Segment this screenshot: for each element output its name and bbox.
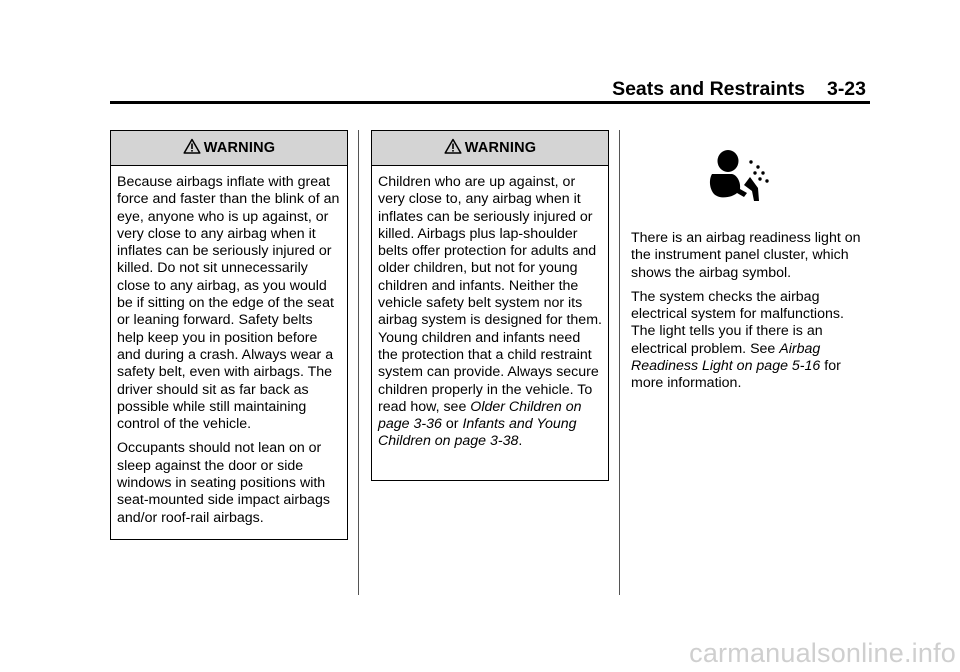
section-title: Seats and Restraints	[612, 78, 805, 100]
page-header	[612, 78, 866, 101]
body-text-column	[631, 230, 871, 400]
header-rule	[110, 101, 870, 104]
warning-paragraph: Occupants should not lean on or sleep against the door or side windows in seating positions with seat-mounted side impact airbags and/or roof-rail airbags.	[117, 440, 330, 526]
column-divider	[619, 130, 620, 595]
warning-header	[111, 131, 347, 166]
cross-reference-link[interactable]: Older Children on page 3-36	[378, 398, 582, 433]
warning-title: WARNING	[203, 140, 276, 156]
warning-box	[371, 130, 609, 481]
column-divider	[358, 130, 359, 595]
cross-reference-link[interactable]: Airbag Readiness Light on page 5-16	[631, 340, 821, 375]
warning-triangle-icon	[183, 138, 201, 154]
warning-paragraph: Because airbags inflate with great force and faster than the blink of an eye, anyone who is up against, or very close to any airbag when it inflates can be seriously injured or killed. Do not sit unnecessarily close to any airbag, as you would be if sitting on the edge of the seat or leaning forward. Safety belts help keep you in position before and during a crash. Always wear a safety belt, even with airbags. The driver should sit as far back as possible while still maintaining control of the vehicle.	[117, 174, 340, 433]
warning-triangle-icon	[444, 138, 462, 154]
warning-paragraph: Children who are up against, or very close to, any airbag when it inflates can be seriously injured or killed. Airbags plus lap-shoulder belts offer protection for adults and older children, but not for young children and infants. Neither the vehicle safety belt system nor its airbag system is designed for them. Young children and infants need the protection that a child restraint system can provide. Always secure children properly in the vehicle. To read how, see Older Children on page 3-36 or Infants and Young Children on page 3-38.	[378, 174, 602, 450]
page-number: 3-23	[826, 78, 866, 100]
warning-header	[372, 131, 608, 166]
body-paragraph: There is an airbag readiness light on the instrument panel cluster, which shows the airbag symbol.	[631, 230, 861, 281]
airbag-readiness-icon	[697, 148, 777, 204]
body-paragraph: The system checks the airbag electrical system for malfunctions. The light tells you if there is an electrical problem. See Airbag Readiness Light on page 5-16 for more information.	[631, 288, 844, 392]
cross-reference-link[interactable]: Infants and Young Children on page 3-38	[378, 416, 577, 450]
warning-box	[110, 130, 348, 540]
warning-title: WARNING	[464, 140, 537, 156]
watermark: carmanualsonline.info	[689, 638, 956, 668]
